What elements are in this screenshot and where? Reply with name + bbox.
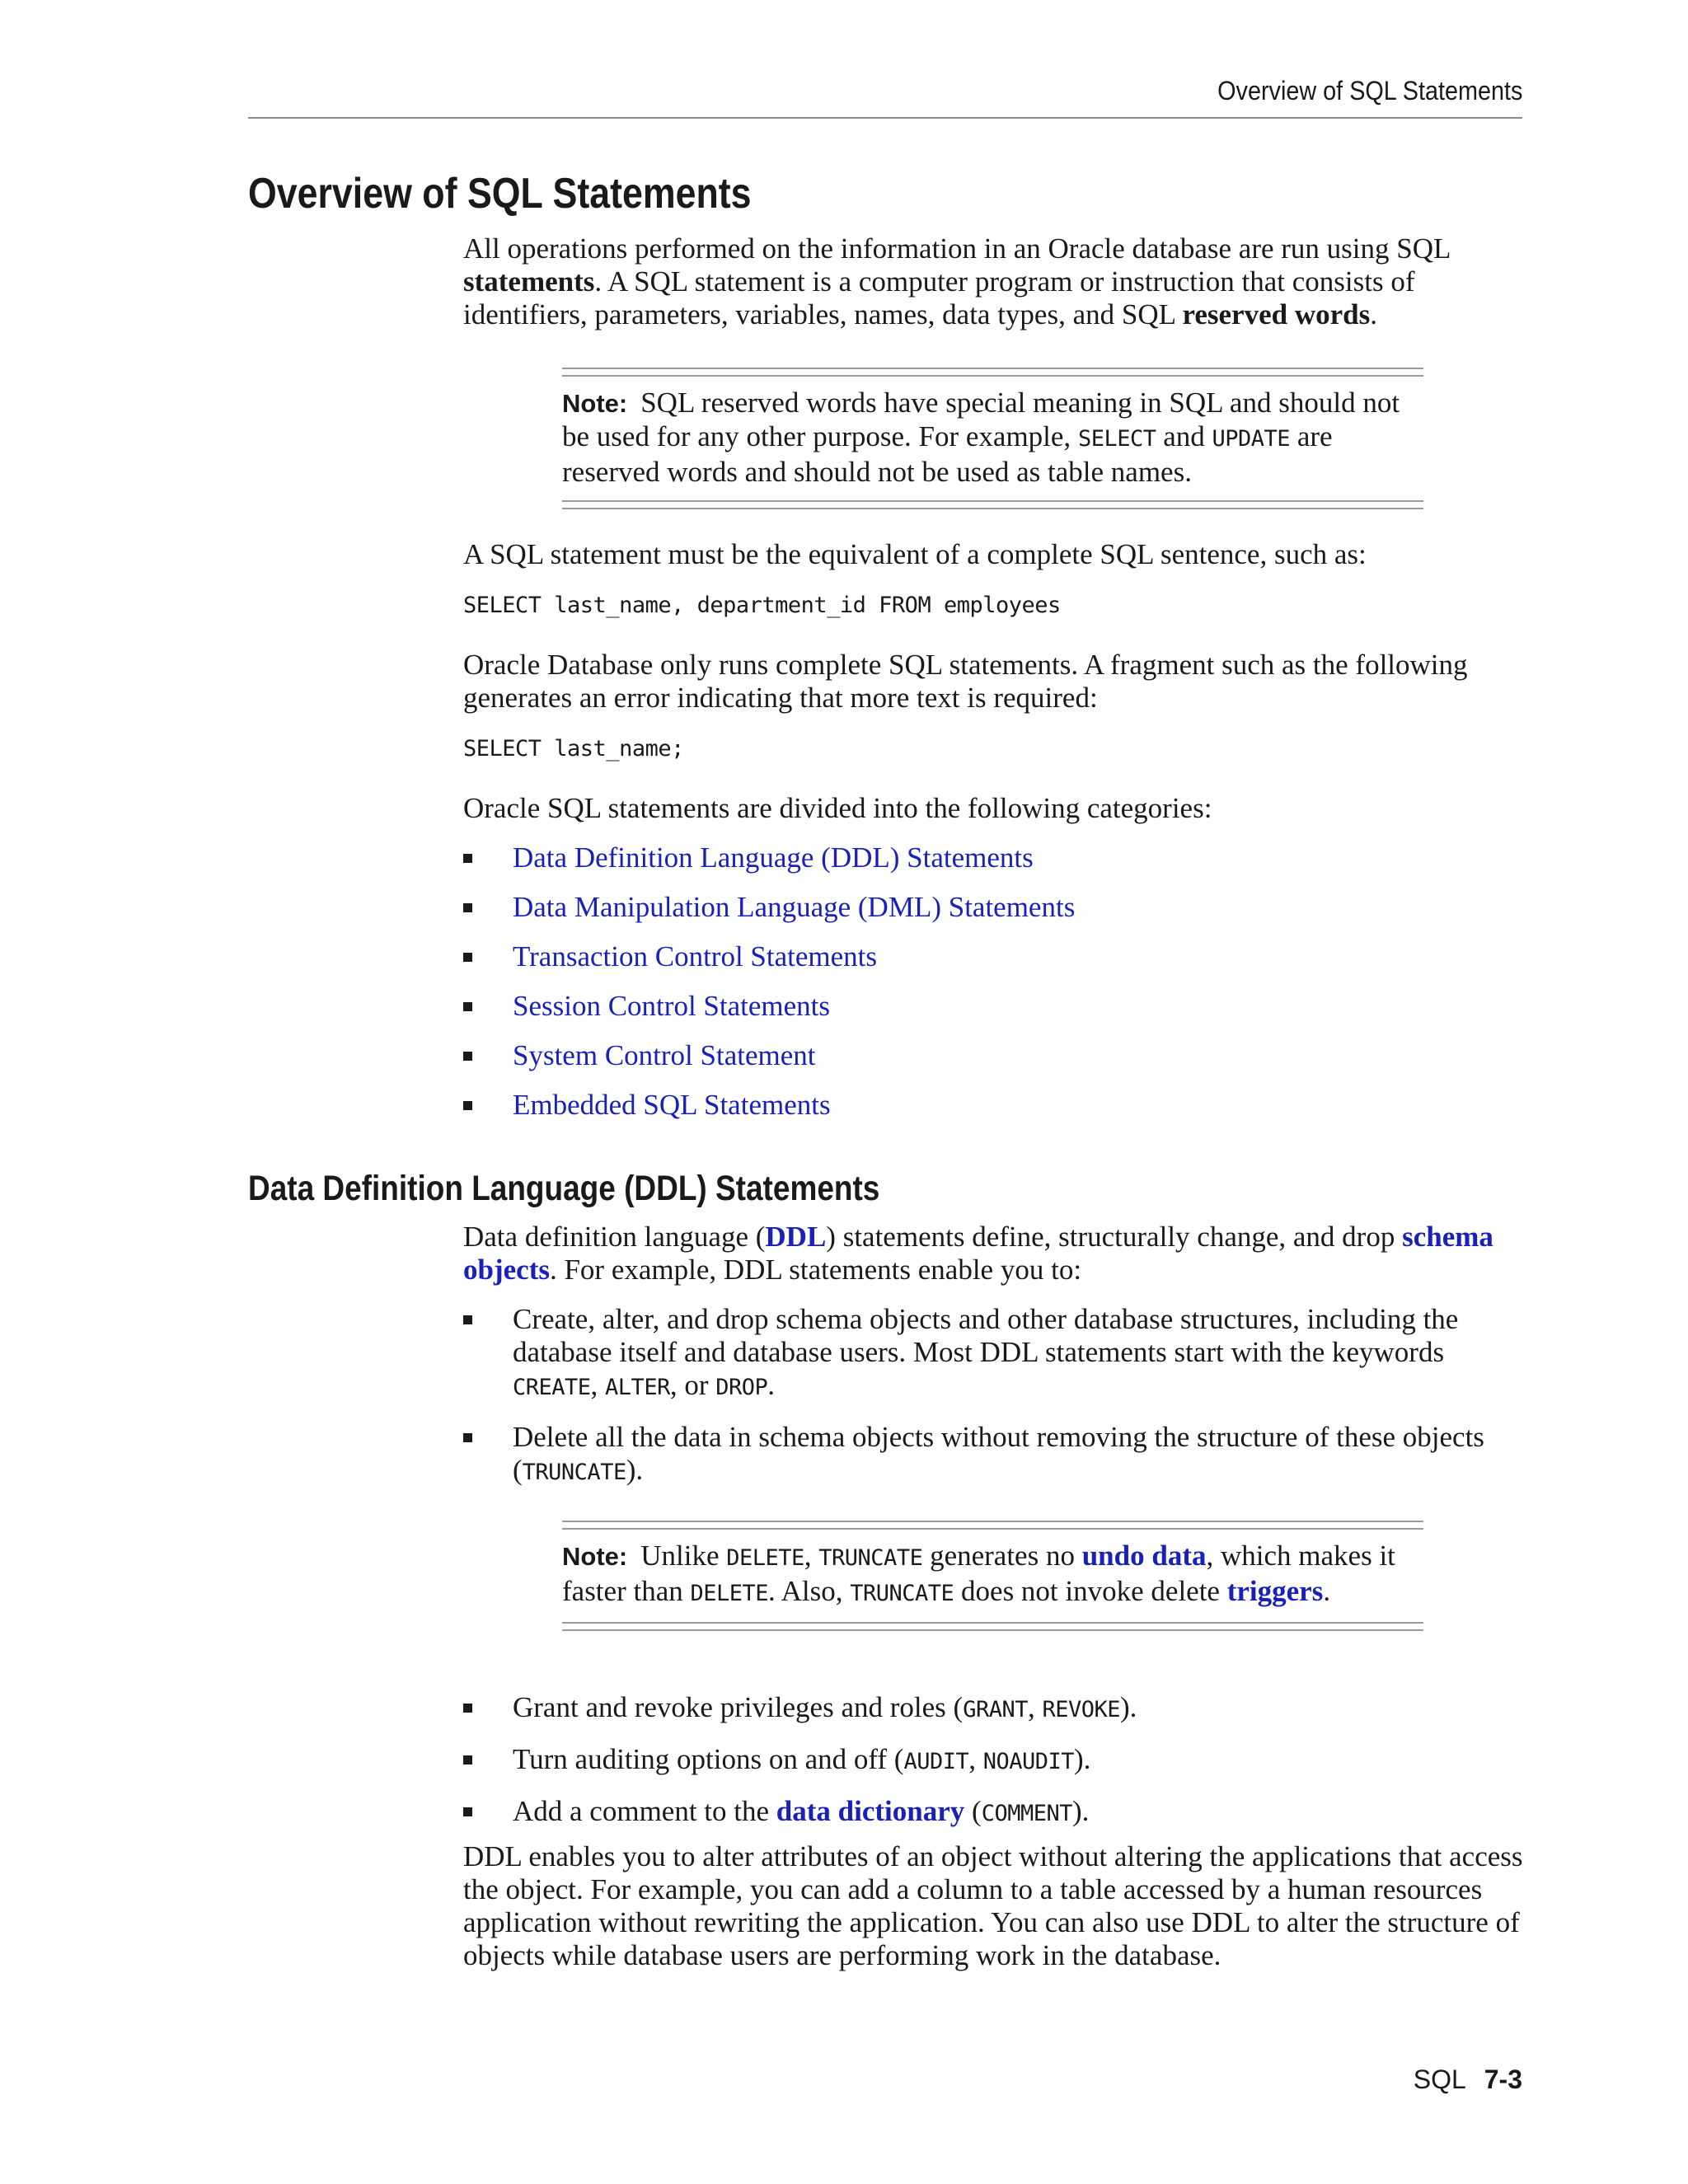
bullet-icon xyxy=(463,1755,472,1765)
code-keyword: DROP xyxy=(715,1375,768,1400)
page-footer xyxy=(1414,2064,1522,2095)
code-keyword: DELETE xyxy=(726,1545,804,1571)
text-run: . Also, xyxy=(768,1575,851,1607)
link-transaction-control[interactable]: Transaction Control Statements xyxy=(513,940,878,972)
link-session-control[interactable]: Session Control Statements xyxy=(513,990,830,1022)
code-keyword: REVOKE xyxy=(1042,1697,1121,1722)
ddl-closing-paragraph: DDL enables you to alter attributes of an object without altering the applications that access the object. For example, you can add a column to a table accessed by a human resources application without rewriting the application. You can also use DDL to alter the structure of objects while database users are performing work in the database. xyxy=(463,1840,1523,1971)
list-item xyxy=(463,1795,1526,1830)
note-reserved-words xyxy=(562,368,1423,509)
code-keyword: AUDIT xyxy=(903,1749,969,1774)
code-example-fragment: SELECT last_name; xyxy=(463,736,684,762)
list-item xyxy=(463,841,1526,874)
running-header xyxy=(248,76,1522,119)
link-schema-objects[interactable]: schema objects xyxy=(463,1221,1493,1286)
category-list xyxy=(463,841,1526,1122)
list-item xyxy=(463,891,1526,924)
overview-intro-paragraph xyxy=(463,232,1526,331)
code-keyword: CREATE xyxy=(513,1375,591,1400)
ddl-capabilities-list-a xyxy=(463,1303,1526,1489)
list-item xyxy=(463,1039,1526,1072)
text-run: generates no xyxy=(922,1540,1082,1572)
note-top-rule xyxy=(562,1521,1423,1530)
note-label: Note: xyxy=(562,1542,628,1571)
bullet-icon xyxy=(463,903,472,912)
bullet-icon xyxy=(463,1315,472,1324)
code-keyword: TRUNCATE xyxy=(850,1581,954,1606)
code-keyword: COMMENT xyxy=(981,1801,1072,1826)
note-truncate xyxy=(562,1521,1423,1631)
text-run: ) statements define, structurally change, and drop xyxy=(826,1221,1403,1253)
bullet-icon xyxy=(463,1704,472,1713)
list-item xyxy=(463,940,1526,973)
list-item xyxy=(463,990,1526,1023)
bullet-icon xyxy=(463,1052,472,1061)
list-item xyxy=(463,1421,1526,1489)
text-run: , xyxy=(1027,1691,1043,1723)
bullet-icon xyxy=(463,1433,472,1442)
link-ddl-glossary[interactable]: DDL xyxy=(765,1221,827,1253)
text-run: ( xyxy=(964,1795,982,1827)
ddl-capabilities-list-b xyxy=(463,1691,1526,1830)
link-ddl-statements[interactable]: Data Definition Language (DDL) Statements xyxy=(513,841,1034,874)
text-run: . xyxy=(1370,298,1377,330)
fragment-paragraph: Oracle Database only runs complete SQL statements. A fragment such as the following generates an error indicating that more text is required: xyxy=(463,649,1468,714)
list-item xyxy=(463,1089,1526,1122)
code-example-select: SELECT last_name, department_id FROM employees xyxy=(463,593,1061,618)
text-run: Grant and revoke privileges and roles ( xyxy=(513,1691,964,1723)
code-keyword: TRUNCATE xyxy=(522,1460,626,1485)
text-run: . xyxy=(1323,1575,1331,1607)
text-run: ). xyxy=(1071,1795,1090,1827)
note-bottom-rule xyxy=(562,500,1423,509)
text-run: Data definition language ( xyxy=(463,1221,766,1253)
text-run: . A SQL statement is a computer program or instruction that consists of identifiers, parameters, variables, names, data types, and SQL xyxy=(463,265,1415,330)
link-undo-data[interactable]: undo data xyxy=(1081,1540,1207,1572)
text-run: ). xyxy=(1120,1691,1137,1723)
text-run: . xyxy=(767,1369,776,1401)
link-dml-statements[interactable]: Data Manipulation Language (DML) Statements xyxy=(513,891,1076,923)
text-run: , or xyxy=(669,1369,716,1401)
note-label: Note: xyxy=(562,389,628,418)
list-item xyxy=(463,1743,1526,1779)
text-run: Turn auditing options on and off ( xyxy=(513,1743,904,1775)
note-bottom-rule xyxy=(562,1622,1423,1631)
section-title-ddl: Data Definition Language (DDL) Statements xyxy=(248,1169,880,1208)
code-keyword: SELECT xyxy=(1077,426,1156,452)
note-top-rule xyxy=(562,368,1423,377)
text-run: , which makes it faster than xyxy=(562,1540,1395,1607)
ddl-intro-paragraph xyxy=(463,1221,1526,1286)
code-keyword: GRANT xyxy=(963,1697,1028,1722)
text-run: SQL reserved words have special meaning in SQL and should not be used for any other purpose. For example, xyxy=(562,387,1400,452)
link-triggers[interactable]: triggers xyxy=(1226,1575,1324,1607)
bullet-icon xyxy=(463,1101,472,1110)
bullet-icon xyxy=(463,953,472,962)
term-statements: statements xyxy=(463,265,595,298)
bullet-icon xyxy=(463,1002,472,1011)
bullet-icon xyxy=(463,1807,472,1816)
list-item xyxy=(463,1303,1526,1404)
note-body xyxy=(562,377,1423,500)
text-run: Add a comment to the xyxy=(513,1795,776,1827)
list-item xyxy=(463,1691,1526,1727)
code-keyword: UPDATE xyxy=(1212,426,1291,452)
text-run: , xyxy=(804,1540,819,1572)
note-body xyxy=(562,1530,1423,1622)
code-keyword: DELETE xyxy=(690,1581,769,1606)
link-data-dictionary[interactable]: data dictionary xyxy=(776,1795,965,1827)
code-keyword: NOAUDIT xyxy=(982,1749,1075,1774)
code-keyword: TRUNCATE xyxy=(818,1545,923,1571)
text-run: and xyxy=(1156,420,1212,452)
text-run: Unlike xyxy=(640,1540,727,1572)
footer-page-number: 7-3 xyxy=(1484,2064,1522,2094)
text-run: are reserved words and should not be used as table names. xyxy=(562,420,1333,488)
text-run: All operations performed on the information in an Oracle database are run using SQL xyxy=(463,232,1451,265)
running-header-title: Overview of SQL Statements xyxy=(1217,76,1522,105)
bullet-icon xyxy=(463,854,472,863)
text-run: Create, alter, and drop schema objects and other database structures, including the database itself and database users. Most DDL statements start with the keywords xyxy=(513,1303,1459,1368)
text-run: , xyxy=(968,1743,983,1775)
link-embedded-sql[interactable]: Embedded SQL Statements xyxy=(513,1089,831,1121)
text-run: , xyxy=(590,1369,606,1401)
term-reserved-words: reserved words xyxy=(1182,298,1371,330)
text-run: does not invoke delete xyxy=(954,1575,1227,1607)
text-run: . For example, DDL statements enable you to: xyxy=(549,1254,1082,1286)
text-run: Delete all the data in schema objects without removing the structure of these objects ( xyxy=(513,1421,1484,1486)
code-keyword: ALTER xyxy=(605,1375,670,1400)
text-run: ). xyxy=(1074,1743,1091,1775)
text-run: ). xyxy=(626,1454,644,1486)
section-title-overview: Overview of SQL Statements xyxy=(248,170,752,218)
footer-chapter: SQL xyxy=(1413,2064,1466,2094)
sentence-paragraph: A SQL statement must be the equivalent of a complete SQL sentence, such as: xyxy=(463,538,1367,570)
link-system-control[interactable]: System Control Statement xyxy=(513,1039,816,1071)
categories-paragraph: Oracle SQL statements are divided into the following categories: xyxy=(463,792,1212,824)
